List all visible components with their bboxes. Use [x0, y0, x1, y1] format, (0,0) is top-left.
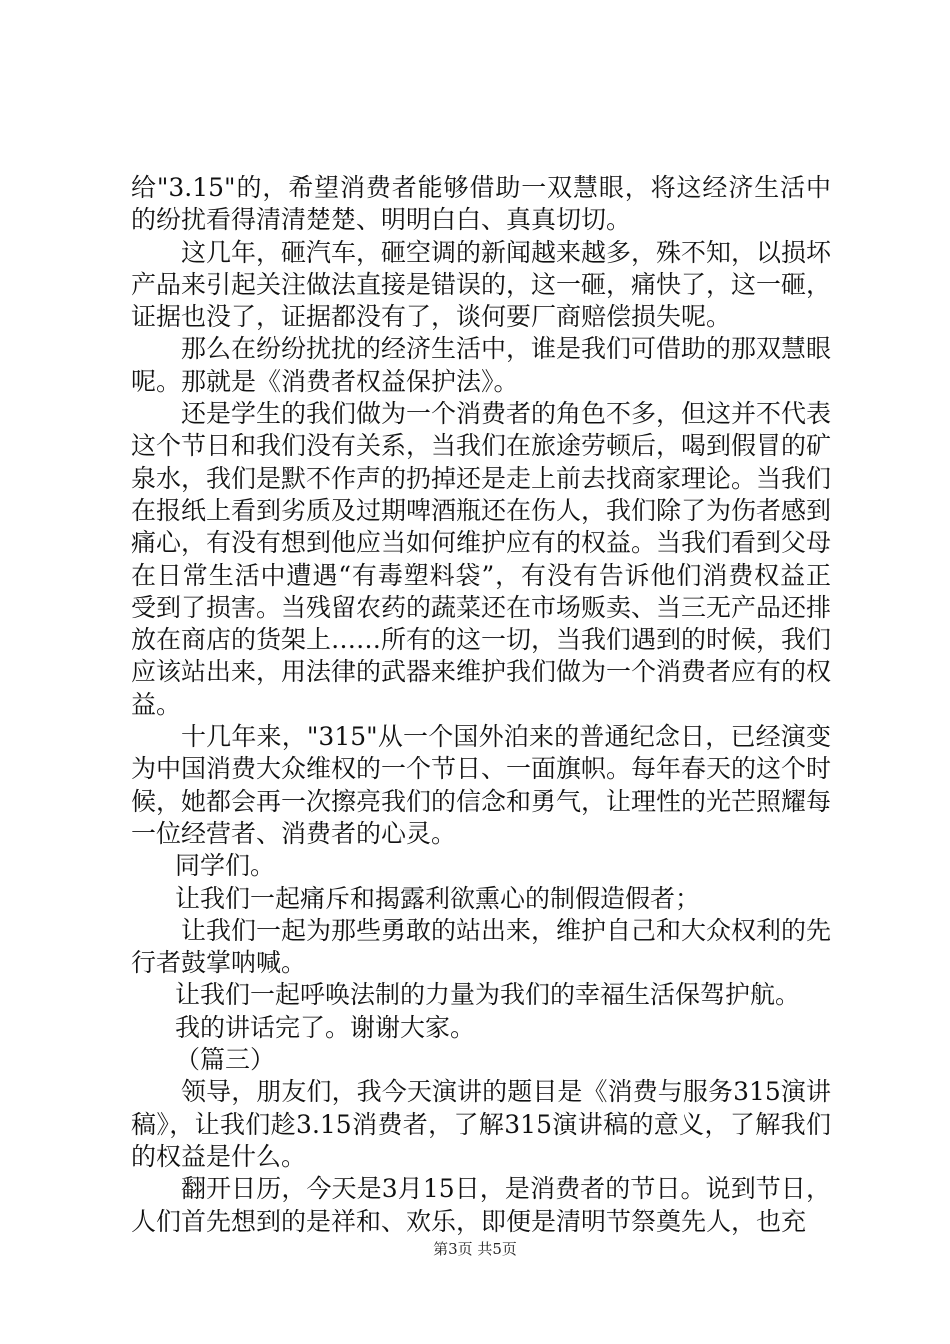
paragraph-6: 同学们。	[175, 851, 276, 881]
document-body	[131, 172, 831, 1238]
paragraph-10: 我的讲话完了。谢谢大家。	[175, 1012, 476, 1042]
paragraph-1: 给"3.15"的，希望消费者能够借助一双慧眼，将这经济生活中的纷扰看得清清楚楚、明明白白、真真切切。	[131, 173, 831, 235]
paragraph-5: 十几年来，"315"从一个国外泊来的普通纪念日，已经演变为中国消费大众维权的一个节日、一面旗帜。每年春天的这个时候，她都会再一次擦亮我们的信念和勇气，让理性的光芒照耀每一位经营者、消费者的心灵。	[131, 722, 832, 848]
paragraph-3: 那么在纷纷扰扰的经济生活中，谁是我们可借助的那双慧眼呢。那就是《消费者权益保护法》。	[131, 334, 832, 396]
paragraph-9: 让我们一起呼唤法制的力量为我们的幸福生活保驾护航。	[175, 980, 801, 1010]
paragraph-12: 翻开日历，今天是3月15日，是消费者的节日。说到节日，人们首先想到的是祥和、欢乐，即便是清明节祭奠先人，也充	[131, 1174, 831, 1236]
paragraph-7: 让我们一起痛斥和揭露利欲熏心的制假造假者；	[175, 883, 701, 913]
paragraph-11: 领导，朋友们，我今天演讲的题目是《消费与服务315演讲稿》，让我们趁3.15消费者，了解315演讲稿的意义，了解我们的权益是什么。	[131, 1077, 831, 1171]
page-footer: 第3页 共5页	[433, 1240, 517, 1258]
paragraph-8: 让我们一起为那些勇敢的站出来，维护自己和大众权利的先行者鼓掌呐喊。	[131, 915, 832, 978]
paragraph-4: 还是学生的我们做为一个消费者的角色不多，但这并不代表这个节日和我们没有关系，当我们在旅途劳顿后，喝到假冒的矿泉水，我们是默不作声的扔掉还是走上前去找商家理论。当我们在报纸上看到劣质及过期啤酒瓶还在伤人，我们除了为伤者感到痛心，有没有想到他应当如何维护应有的权益。当我们看到父母在日常生活中遭遇“有毒塑料袋”，有没有告诉他们消费权益正受到了损害。当残留农药的蔬菜还在市场贩卖、当三无产品还排放在商店的货架上……所有的这一切，当我们遇到的时候，我们应该站出来，用法律的武器来维护我们做为一个消费者应有的权益。	[131, 399, 832, 719]
section-heading: （篇三）	[175, 1045, 276, 1075]
paragraph-2: 这几年，砸汽车，砸空调的新闻越来越多，殊不知，以损坏产品来引起关注做法直接是错误的，这一砸，痛快了，这一砸，证据也没了，证据都没有了，谈何要厂商赔偿损失呢。	[131, 237, 832, 332]
